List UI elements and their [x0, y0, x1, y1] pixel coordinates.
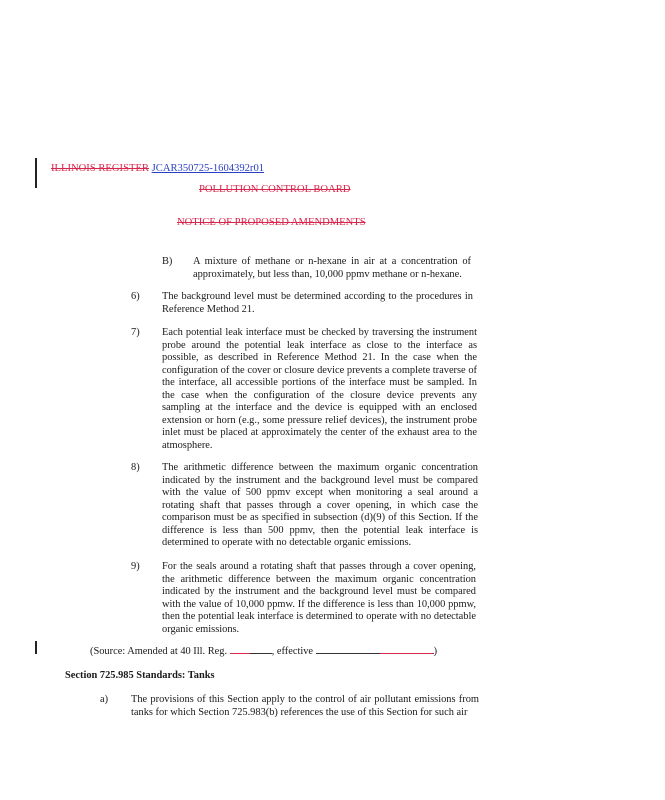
item-text: The background level must be determined according to the procedures in Reference Method 21. — [162, 291, 473, 315]
register-inserted-text: JCAR350725-1604392r01 — [151, 163, 265, 174]
item-label: B) — [162, 256, 173, 267]
item-text: For the seals around a rotating shaft that passes through a cover opening, the arithmetic difference between the maximum organic concentration indicated by the instrument and the background level must be compared with the value of 10,000 ppmw. If the difference is less than 10,000 ppmw, then the potential leak interface is determined to operate with no detectable organic emissions. — [162, 561, 476, 635]
effective-date-blank-red — [380, 644, 434, 654]
subsection-label: a) — [100, 694, 109, 705]
revision-bar-source — [35, 641, 37, 654]
item-text: Each potential leak interface must be checked by traversing the instrument probe around the potential leak interface as close to the interface as possible, as described in Reference Method 21. In the case when the configuration of the cover or closure device prevents a complete traverse of the interface, all accessible portions of the interface must be sampled. In the case when the configuration of the closure device prevents any sampling at the interface and the device is equipped with an enclosed extension or horn (e.g., some pressure relief devices), the instrument probe inlet must be placed at approximately the center of the exhaust area to the atmosphere. — [162, 327, 477, 451]
item-text: A mixture of methane or n-hexane in air at a concentration of approximately, but less than, 10,000 ppmv methane or n-hexane. — [193, 256, 471, 280]
section-heading: Section 725.985 Standards: Tanks — [65, 670, 215, 681]
item-text: The arithmetic difference between the maximum organic concentration indicated by the instrument and the background level must be compared with the value of 500 ppmv except when monitoring a seal around a rotating shaft that passes through a cover opening, in which case the comparison must be as specified in subsection (d)(9) of this Section. If the difference is less than 500 ppmv, then the potential leak interface is determined to operate with no detectable organic emissions. — [162, 462, 478, 549]
item-label: 9) — [131, 561, 140, 572]
volume-blank — [230, 644, 250, 654]
volume-blank-tail — [250, 644, 272, 654]
notice-title: NOTICE OF PROPOSED AMENDMENTS — [177, 217, 366, 228]
subsection-text: The provisions of this Section apply to the control of air pollutant emissions from tanks for which Section 725.983(b) references the use of this Section for such air — [131, 694, 479, 718]
item-label: 7) — [131, 327, 140, 338]
source-effective: , effective — [271, 646, 314, 657]
source-suffix: ) — [433, 646, 438, 657]
revision-bar-header — [35, 158, 37, 188]
item-label: 6) — [131, 291, 140, 302]
effective-date-blank — [316, 644, 380, 654]
source-line — [90, 644, 437, 657]
register-line — [51, 163, 264, 174]
item-label: 8) — [131, 462, 140, 473]
source-prefix: (Source: Amended at 40 Ill. Reg. — [90, 646, 228, 657]
board-title: POLLUTION CONTROL BOARD — [199, 184, 351, 195]
register-struck-text: ILLINOIS REGISTER — [51, 163, 149, 174]
